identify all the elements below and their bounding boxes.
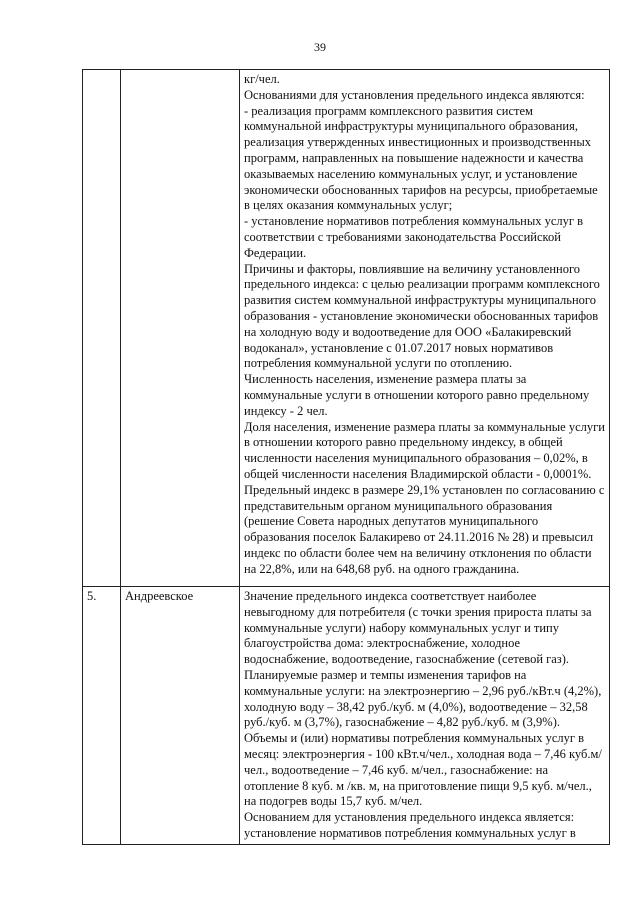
row-number-cell: 5. — [83, 587, 121, 845]
municipality-cell — [121, 70, 240, 587]
paragraph: - реализация программ комплексного развития систем коммунальной инфраструктуры муниципального образования, реализация утвержденных инвестиционных и производственных программ, направленных на повышение надежности и качества оказываемых населению коммунальных услуг, и установление экономически обоснованных тарифов на ресурсы, приобретаемые в целях оказания коммунальных услуг; — [244, 103, 598, 213]
description-cell — [240, 587, 610, 845]
paragraph: Основанием для установления предельного индекса является: установление нормативов потребления коммунальных услуг в — [244, 810, 576, 840]
paragraph: Значение предельного индекса соответствует наиболее невыгодному для потребителя (с точки зрения прироста платы за коммунальные услуги) набору коммунальных услуг и типу благоустройства дома: электроснабжение, холодное водоснабжение, водоотведение, газоснабжение (сетевой газ). — [244, 589, 592, 667]
municipality-cell: Андреевское — [121, 587, 240, 845]
paragraph: Объемы и (или) нормативы потребления коммунальных услуг в месяц: электроэнергия - 100 кВт.ч/чел., холодная вода – 7,46 куб.м/чел., водоотведение – 7,46 куб. м/чел., газоснабжение: на отопление 8 куб. м /кв. м, на приготовление пищи 9,5 куб. м/чел., на подогрев воды 15,7 куб. м/чел. — [244, 731, 602, 809]
description-cell — [240, 70, 610, 587]
paragraph: Предельный индекс в размере 29,1% установлен по согласованию с представительным органом муниципального образования (решение Совета народных депутатов муниципального образования поселок Балакирево от 24.11.2016 № 28) и превысил индекс по области более чем на величину отклонения по области на 22,8%, или на 648,68 руб. на одного гражданина. — [244, 482, 605, 576]
paragraph: Доля населения, изменение размера платы за коммунальные услуги в отношении которого равно предельному индексу, в общей численности населения муниципального образования – 0,02%, в общей численности населения Владимирской области - 0,0001%. — [244, 419, 605, 481]
paragraph: Основаниями для установления предельного индекса являются: — [244, 87, 585, 102]
paragraph: Численность населения, изменение размера платы за коммунальные услуги в отношении которого равно предельному индексу - 2 чел. — [244, 372, 590, 418]
paragraph: Причины и факторы, повлиявшие на величину установленного предельного индекса: с целью реализации программ комплексного развития систем коммунальной инфраструктуры муниципального образования - установление экономически обоснованных тарифов на холодную воду и водоотведение для ООО «Балакиревский водоканал», установление с 01.07.2017 новых нормативов потребления коммунальной услуги по отоплению. — [244, 261, 600, 371]
paragraph: кг/чел. — [244, 72, 280, 86]
row-number-cell — [83, 70, 121, 587]
paragraph: - установление нормативов потребления коммунальных услуг в соответствии с требованиями законодательства Российской Федерации. — [244, 214, 584, 260]
page-number: 39 — [314, 40, 326, 54]
table-row — [83, 587, 610, 845]
index-table — [82, 69, 610, 845]
table-row — [83, 70, 610, 587]
paragraph: Планируемые размер и темпы изменения тарифов на коммунальные услуги: на электроэнергию – 2,96 руб./кВт.ч (4,2%), холодную воду – 38,42 руб./куб. м (4,0%), водоотведение – 32,58 руб./куб. м (3,7%), газоснабжение – 4,82 руб./куб. м (3,9%). — [244, 667, 602, 730]
